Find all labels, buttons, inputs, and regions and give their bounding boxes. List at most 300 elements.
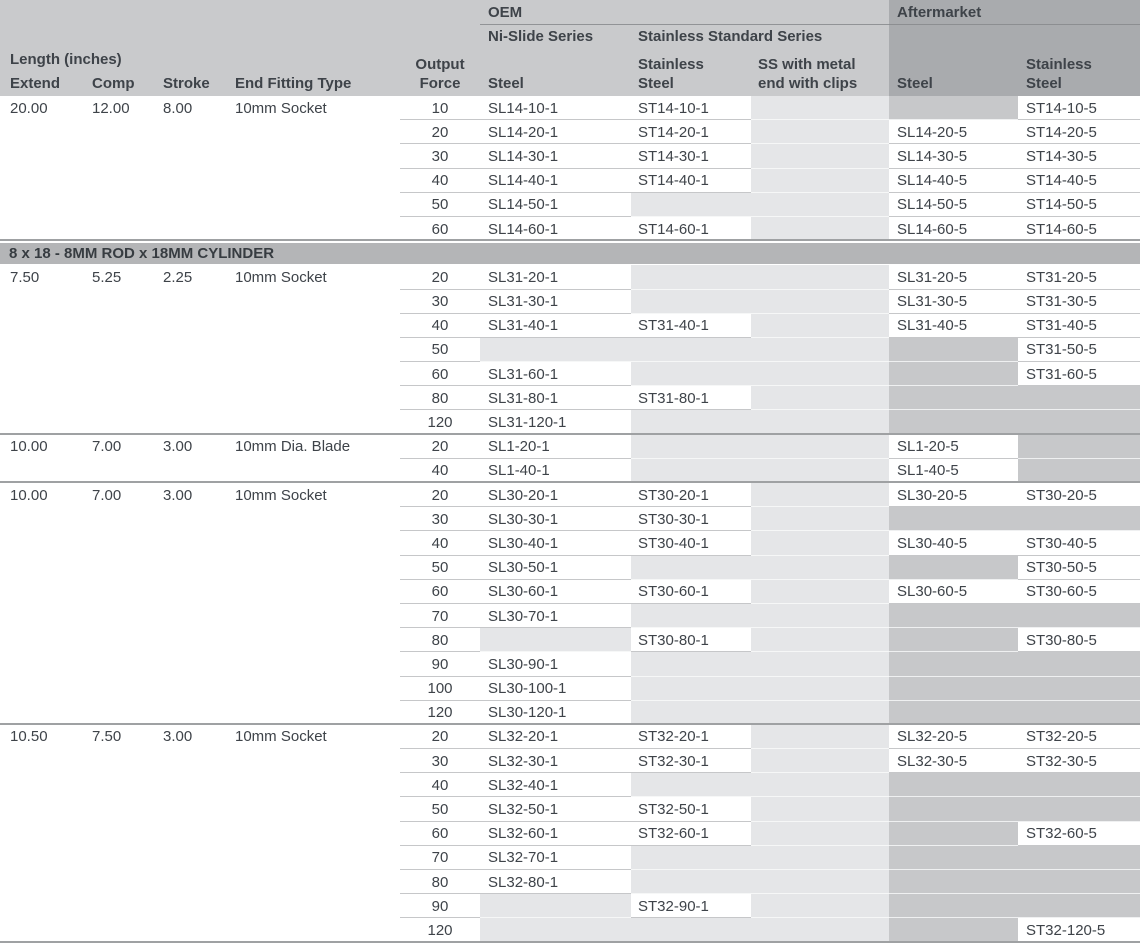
cell-ss-clips <box>751 217 889 241</box>
cell-comp <box>88 822 158 846</box>
table-row <box>0 531 1140 555</box>
cell-output-force: 60 <box>400 580 480 604</box>
table-row <box>0 797 1140 821</box>
series-header-stainless-standard: Stainless Standard Series <box>638 28 823 45</box>
cell-oem-steel: SL14-60-1 <box>480 217 631 241</box>
cell-end-fitting <box>228 628 400 652</box>
cell-am-steel <box>889 822 1018 846</box>
cell-comp <box>88 773 158 797</box>
cell-stroke <box>158 604 228 628</box>
cell-ss-clips <box>751 604 889 628</box>
cell-ss-clips <box>751 701 889 725</box>
cell-output-force: 30 <box>400 507 480 531</box>
cell-am-steel: SL30-40-5 <box>889 531 1018 555</box>
cell-ss-clips <box>751 362 889 386</box>
cell-comp: 5.25 <box>88 265 158 289</box>
cell-am-stainless: ST30-60-5 <box>1018 580 1140 604</box>
table-row <box>0 459 1140 483</box>
cell-am-stainless <box>1018 435 1140 459</box>
cell-end-fitting <box>228 822 400 846</box>
cell-stroke <box>158 314 228 338</box>
column-header-am-steel <box>889 48 1018 96</box>
table-row <box>0 725 1140 749</box>
cell-am-stainless: ST30-50-5 <box>1018 556 1140 580</box>
table-row <box>0 314 1140 338</box>
cell-am-stainless: ST14-40-5 <box>1018 169 1140 193</box>
cell-ss-clips <box>751 677 889 701</box>
cell-oem-steel: SL30-120-1 <box>480 701 631 725</box>
cell-am-steel: SL14-50-5 <box>889 193 1018 217</box>
cell-extend <box>0 459 88 483</box>
cell-oem-stainless <box>631 410 751 434</box>
cell-ss-clips <box>751 193 889 217</box>
cell-am-steel <box>889 652 1018 676</box>
cell-extend <box>0 556 88 580</box>
cell-stroke <box>158 822 228 846</box>
cell-end-fitting <box>228 386 400 410</box>
cell-end-fitting <box>228 338 400 362</box>
column-header-label: Extend <box>10 75 61 92</box>
cell-am-stainless: ST31-60-5 <box>1018 362 1140 386</box>
column-header-label: Stroke <box>163 75 210 92</box>
cell-comp <box>88 459 158 483</box>
cell-oem-steel: SL31-120-1 <box>480 410 631 434</box>
cell-stroke <box>158 507 228 531</box>
cell-stroke <box>158 628 228 652</box>
column-header-label: Stainless Steel <box>1026 56 1092 92</box>
cell-oem-steel: SL14-20-1 <box>480 120 631 144</box>
cell-ss-clips <box>751 483 889 507</box>
cell-output-force: 60 <box>400 217 480 241</box>
cell-output-force: 40 <box>400 314 480 338</box>
cell-stroke <box>158 217 228 241</box>
cell-extend <box>0 749 88 773</box>
cell-am-stainless <box>1018 386 1140 410</box>
cell-comp: 7.00 <box>88 435 158 459</box>
cell-output-force: 50 <box>400 556 480 580</box>
cell-oem-stainless: ST14-20-1 <box>631 120 751 144</box>
table-row <box>0 677 1140 701</box>
cell-oem-stainless <box>631 435 751 459</box>
cell-am-stainless <box>1018 652 1140 676</box>
length-inches-header: Length (inches) <box>10 51 122 68</box>
table-row <box>0 435 1140 459</box>
cell-ss-clips <box>751 120 889 144</box>
cell-output-force: 120 <box>400 701 480 725</box>
cell-stroke: 3.00 <box>158 483 228 507</box>
cell-oem-stainless: ST30-20-1 <box>631 483 751 507</box>
cell-extend: 7.50 <box>0 265 88 289</box>
cell-ss-clips <box>751 556 889 580</box>
cell-output-force: 20 <box>400 435 480 459</box>
cell-ss-clips <box>751 846 889 870</box>
group-header-oem: OEM <box>480 0 889 25</box>
cell-output-force: 40 <box>400 773 480 797</box>
cell-output-force: 40 <box>400 531 480 555</box>
cell-am-stainless <box>1018 410 1140 434</box>
series-header-row <box>0 25 1140 48</box>
cell-oem-stainless: ST14-60-1 <box>631 217 751 241</box>
cell-oem-stainless: ST14-30-1 <box>631 144 751 168</box>
cell-output-force: 80 <box>400 870 480 894</box>
cell-output-force: 70 <box>400 846 480 870</box>
cell-oem-stainless <box>631 918 751 942</box>
cell-am-stainless: ST30-20-5 <box>1018 483 1140 507</box>
cell-end-fitting <box>228 459 400 483</box>
cell-stroke <box>158 749 228 773</box>
cell-comp <box>88 144 158 168</box>
cell-end-fitting <box>228 556 400 580</box>
cell-comp <box>88 580 158 604</box>
cell-am-stainless <box>1018 846 1140 870</box>
cell-am-stainless: ST31-40-5 <box>1018 314 1140 338</box>
cell-stroke <box>158 386 228 410</box>
cell-oem-stainless <box>631 773 751 797</box>
cell-stroke <box>158 701 228 725</box>
section-header-row <box>0 241 1140 265</box>
table-row <box>0 120 1140 144</box>
cell-end-fitting <box>228 846 400 870</box>
table-row <box>0 918 1140 942</box>
cell-oem-steel: SL30-100-1 <box>480 677 631 701</box>
cell-comp: 7.00 <box>88 483 158 507</box>
cell-am-steel: SL31-40-5 <box>889 314 1018 338</box>
cell-am-stainless: ST14-50-5 <box>1018 193 1140 217</box>
cell-oem-steel: SL32-40-1 <box>480 773 631 797</box>
cell-extend <box>0 580 88 604</box>
table-row <box>0 604 1140 628</box>
cell-am-steel: SL14-60-5 <box>889 217 1018 241</box>
cell-am-stainless: ST14-10-5 <box>1018 96 1140 120</box>
cell-oem-stainless: ST30-60-1 <box>631 580 751 604</box>
cell-ss-clips <box>751 749 889 773</box>
cell-extend: 10.00 <box>0 483 88 507</box>
cell-oem-steel: SL14-50-1 <box>480 193 631 217</box>
table-body <box>0 96 1140 943</box>
cell-oem-steel: SL31-30-1 <box>480 290 631 314</box>
cell-ss-clips <box>751 169 889 193</box>
cell-oem-stainless <box>631 290 751 314</box>
cell-oem-stainless: ST32-30-1 <box>631 749 751 773</box>
cell-end-fitting <box>228 507 400 531</box>
cell-oem-steel: SL31-20-1 <box>480 265 631 289</box>
cell-ss-clips <box>751 144 889 168</box>
cell-comp <box>88 604 158 628</box>
cell-am-stainless <box>1018 507 1140 531</box>
table-row <box>0 483 1140 507</box>
cell-am-steel <box>889 894 1018 918</box>
column-header-label: Steel <box>488 75 524 92</box>
cell-am-stainless: ST32-120-5 <box>1018 918 1140 942</box>
cell-extend <box>0 797 88 821</box>
table-header <box>0 0 1140 96</box>
cell-oem-stainless <box>631 556 751 580</box>
cell-oem-stainless <box>631 604 751 628</box>
cell-oem-stainless: ST32-60-1 <box>631 822 751 846</box>
cell-comp <box>88 556 158 580</box>
cell-end-fitting <box>228 677 400 701</box>
cell-stroke <box>158 120 228 144</box>
cell-comp <box>88 290 158 314</box>
cell-am-stainless <box>1018 870 1140 894</box>
cell-stroke <box>158 846 228 870</box>
series-header-ni-slide: Ni-Slide Series <box>488 28 594 45</box>
cell-ss-clips <box>751 773 889 797</box>
cell-am-steel: SL14-30-5 <box>889 144 1018 168</box>
cell-end-fitting <box>228 531 400 555</box>
cell-am-steel <box>889 628 1018 652</box>
column-header-am-stainless <box>1018 48 1140 96</box>
cell-oem-stainless <box>631 362 751 386</box>
cell-ss-clips <box>751 918 889 942</box>
cell-end-fitting <box>228 217 400 241</box>
cell-comp: 12.00 <box>88 96 158 120</box>
cell-ss-clips <box>751 580 889 604</box>
cell-comp <box>88 749 158 773</box>
cell-am-steel: SL14-20-5 <box>889 120 1018 144</box>
table-row <box>0 193 1140 217</box>
cell-am-steel: SL1-20-5 <box>889 435 1018 459</box>
cell-comp <box>88 314 158 338</box>
cell-ss-clips <box>751 435 889 459</box>
table-row <box>0 217 1140 241</box>
cell-oem-stainless: ST30-30-1 <box>631 507 751 531</box>
cell-extend <box>0 386 88 410</box>
cell-oem-stainless: ST14-40-1 <box>631 169 751 193</box>
cell-oem-steel: SL31-80-1 <box>480 386 631 410</box>
column-header-label: SS with metal end with clips <box>758 56 858 92</box>
cell-oem-stainless <box>631 193 751 217</box>
table-row <box>0 580 1140 604</box>
cell-ss-clips <box>751 386 889 410</box>
cell-oem-steel: SL32-70-1 <box>480 846 631 870</box>
cell-oem-steel: SL31-40-1 <box>480 314 631 338</box>
group-header-aftermarket: Aftermarket <box>889 0 1140 25</box>
cell-output-force: 20 <box>400 265 480 289</box>
cell-ss-clips <box>751 725 889 749</box>
cell-stroke <box>158 556 228 580</box>
cell-extend <box>0 822 88 846</box>
cell-comp <box>88 918 158 942</box>
section-header: 8 x 18 - 8MM ROD x 18MM CYLINDER <box>0 243 1140 264</box>
table-row <box>0 265 1140 289</box>
column-header-end-fitting <box>228 48 400 96</box>
table-row <box>0 870 1140 894</box>
table-row <box>0 822 1140 846</box>
column-header-oem-steel <box>480 48 631 96</box>
cell-end-fitting <box>228 870 400 894</box>
cell-stroke <box>158 338 228 362</box>
header-spacer <box>0 0 480 25</box>
cell-end-fitting <box>228 144 400 168</box>
cell-am-steel <box>889 410 1018 434</box>
cell-am-steel: SL32-30-5 <box>889 749 1018 773</box>
cell-ss-clips <box>751 894 889 918</box>
cell-stroke <box>158 773 228 797</box>
cell-end-fitting <box>228 120 400 144</box>
cell-oem-steel: SL30-90-1 <box>480 652 631 676</box>
cell-am-steel <box>889 797 1018 821</box>
cell-end-fitting <box>228 314 400 338</box>
cell-am-steel: SL30-60-5 <box>889 580 1018 604</box>
cell-extend <box>0 120 88 144</box>
cell-oem-stainless: ST32-20-1 <box>631 725 751 749</box>
cell-output-force: 30 <box>400 290 480 314</box>
cell-output-force: 120 <box>400 410 480 434</box>
cell-ss-clips <box>751 531 889 555</box>
cell-comp <box>88 338 158 362</box>
cell-extend <box>0 314 88 338</box>
table-row <box>0 410 1140 434</box>
table-row <box>0 169 1140 193</box>
cell-am-stainless: ST32-60-5 <box>1018 822 1140 846</box>
cell-extend <box>0 918 88 942</box>
cell-am-steel: SL31-30-5 <box>889 290 1018 314</box>
cell-comp <box>88 652 158 676</box>
table-row <box>0 846 1140 870</box>
cell-output-force: 30 <box>400 144 480 168</box>
cell-end-fitting <box>228 604 400 628</box>
cell-extend <box>0 362 88 386</box>
cell-end-fitting <box>228 193 400 217</box>
cell-output-force: 80 <box>400 386 480 410</box>
cell-oem-stainless: ST31-80-1 <box>631 386 751 410</box>
cell-oem-stainless: ST32-50-1 <box>631 797 751 821</box>
column-header-stroke <box>158 48 228 96</box>
cell-stroke <box>158 531 228 555</box>
cell-oem-stainless: ST14-10-1 <box>631 96 751 120</box>
table-row <box>0 507 1140 531</box>
table-row <box>0 652 1140 676</box>
cell-output-force: 50 <box>400 193 480 217</box>
cell-extend <box>0 290 88 314</box>
cell-am-stainless: ST32-20-5 <box>1018 725 1140 749</box>
cell-end-fitting <box>228 290 400 314</box>
cell-oem-stainless: ST30-80-1 <box>631 628 751 652</box>
table-row <box>0 628 1140 652</box>
cell-output-force: 50 <box>400 338 480 362</box>
cell-ss-clips <box>751 797 889 821</box>
cell-comp <box>88 362 158 386</box>
cell-oem-stainless <box>631 701 751 725</box>
cell-end-fitting <box>228 797 400 821</box>
column-header-label: Comp <box>92 75 135 92</box>
cell-output-force: 20 <box>400 483 480 507</box>
cell-stroke <box>158 677 228 701</box>
cell-stroke <box>158 580 228 604</box>
cell-oem-stainless <box>631 677 751 701</box>
cell-end-fitting <box>228 749 400 773</box>
cell-end-fitting: 10mm Socket <box>228 483 400 507</box>
cell-extend <box>0 604 88 628</box>
cell-comp <box>88 701 158 725</box>
column-header-row <box>0 48 1140 96</box>
cell-comp <box>88 169 158 193</box>
cell-oem-steel: SL30-40-1 <box>480 531 631 555</box>
cell-output-force: 50 <box>400 797 480 821</box>
cell-output-force: 70 <box>400 604 480 628</box>
cell-am-steel <box>889 386 1018 410</box>
cell-extend <box>0 338 88 362</box>
cell-am-stainless: ST31-20-5 <box>1018 265 1140 289</box>
cell-comp <box>88 628 158 652</box>
cell-extend <box>0 410 88 434</box>
cell-ss-clips <box>751 507 889 531</box>
cell-am-stainless: ST31-30-5 <box>1018 290 1140 314</box>
cell-end-fitting <box>228 362 400 386</box>
cell-am-steel <box>889 846 1018 870</box>
cell-ss-clips <box>751 459 889 483</box>
cell-stroke <box>158 918 228 942</box>
cell-am-stainless: ST32-30-5 <box>1018 749 1140 773</box>
cell-oem-stainless <box>631 846 751 870</box>
cell-output-force: 20 <box>400 725 480 749</box>
cell-oem-steel: SL30-70-1 <box>480 604 631 628</box>
cell-comp <box>88 894 158 918</box>
cell-oem-steel: SL30-30-1 <box>480 507 631 531</box>
cell-end-fitting <box>228 410 400 434</box>
cell-end-fitting <box>228 773 400 797</box>
cell-end-fitting <box>228 580 400 604</box>
cell-oem-steel: SL32-80-1 <box>480 870 631 894</box>
cell-ss-clips <box>751 822 889 846</box>
cell-comp <box>88 217 158 241</box>
cell-comp <box>88 386 158 410</box>
cell-am-steel <box>889 773 1018 797</box>
cell-am-steel: SL30-20-5 <box>889 483 1018 507</box>
cell-stroke: 8.00 <box>158 96 228 120</box>
cell-am-stainless <box>1018 459 1140 483</box>
column-header-ss-clips <box>751 48 889 96</box>
cell-am-stainless: ST30-40-5 <box>1018 531 1140 555</box>
cell-end-fitting <box>228 918 400 942</box>
cell-oem-steel: SL30-20-1 <box>480 483 631 507</box>
cell-oem-steel <box>480 918 631 942</box>
cell-am-stainless: ST14-60-5 <box>1018 217 1140 241</box>
cell-ss-clips <box>751 265 889 289</box>
cell-end-fitting: 10mm Socket <box>228 96 400 120</box>
cell-extend: 10.00 <box>0 435 88 459</box>
cell-ss-clips <box>751 290 889 314</box>
cell-output-force: 20 <box>400 120 480 144</box>
header-spacer-aftermarket <box>889 25 1140 48</box>
cell-oem-steel <box>480 628 631 652</box>
cell-extend <box>0 531 88 555</box>
cell-comp <box>88 531 158 555</box>
cell-stroke <box>158 144 228 168</box>
cell-stroke <box>158 290 228 314</box>
cell-extend <box>0 144 88 168</box>
cell-end-fitting: 10mm Dia. Blade <box>228 435 400 459</box>
cell-extend <box>0 652 88 676</box>
cell-output-force: 40 <box>400 169 480 193</box>
group-header-row <box>0 0 1140 25</box>
cell-oem-steel: SL31-60-1 <box>480 362 631 386</box>
cell-stroke <box>158 870 228 894</box>
table-row <box>0 773 1140 797</box>
cell-end-fitting <box>228 894 400 918</box>
table-row <box>0 701 1140 725</box>
table-row <box>0 362 1140 386</box>
cell-oem-steel: SL14-30-1 <box>480 144 631 168</box>
cell-output-force: 60 <box>400 822 480 846</box>
cell-end-fitting <box>228 652 400 676</box>
cell-extend <box>0 217 88 241</box>
cell-output-force: 90 <box>400 652 480 676</box>
cell-comp <box>88 870 158 894</box>
cell-am-stainless: ST14-30-5 <box>1018 144 1140 168</box>
cell-extend <box>0 773 88 797</box>
